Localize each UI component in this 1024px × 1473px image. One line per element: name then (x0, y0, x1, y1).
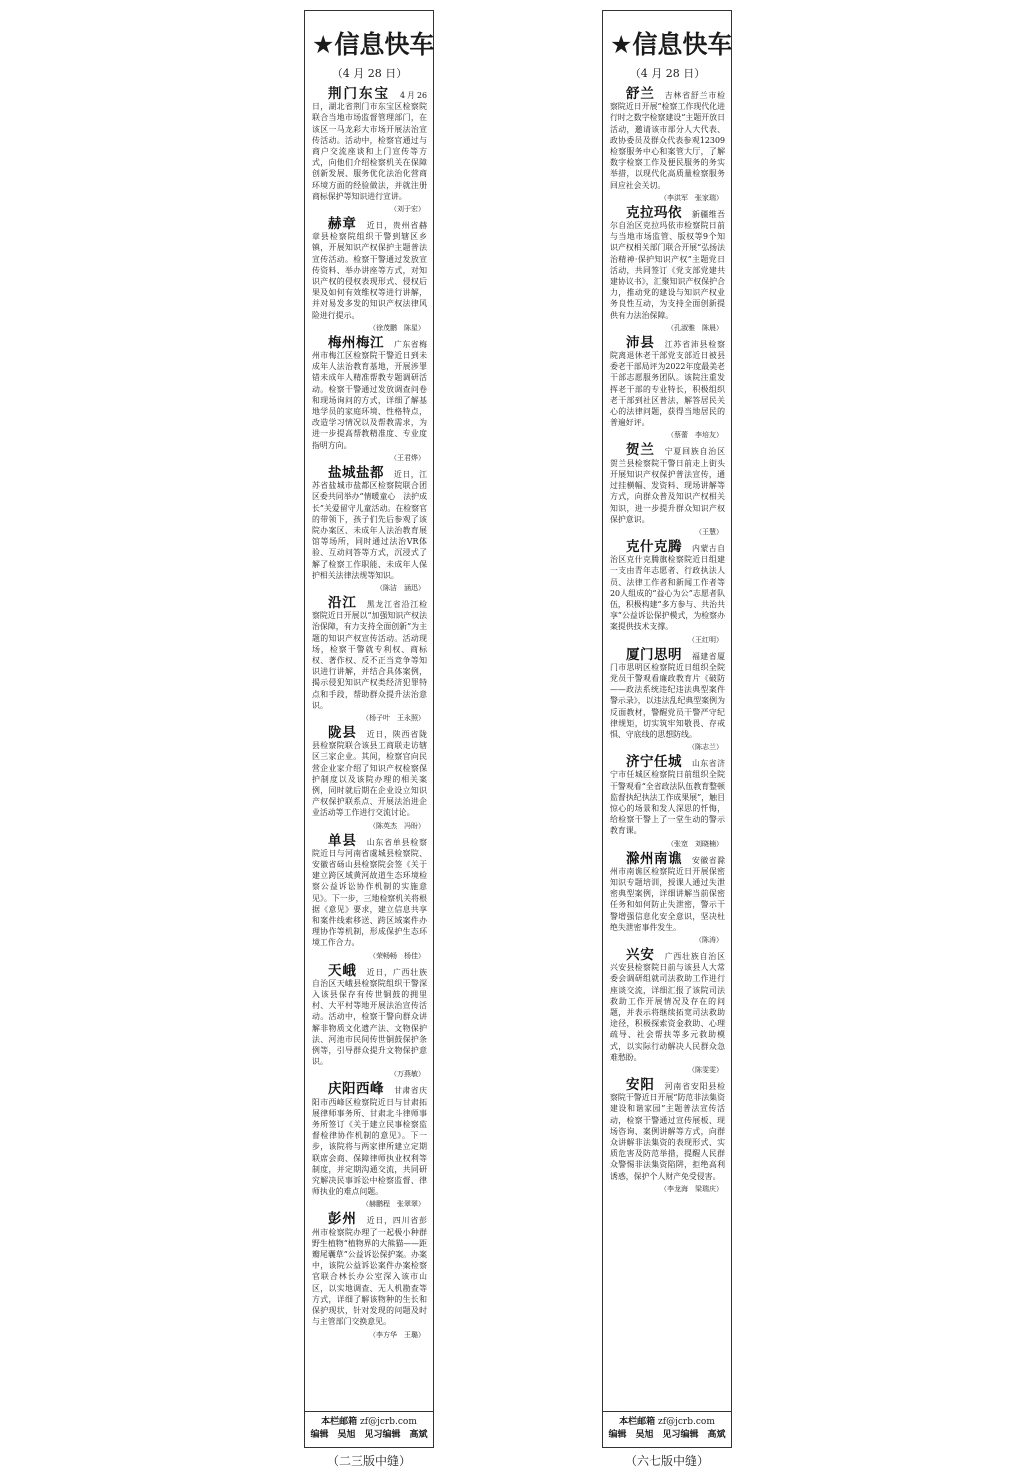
news-item-text (312, 86, 427, 202)
news-item-body: 江苏省沛县检察院离退休老干部党支部近日被县委老干部局评为2022年度最美老干部志愿服务团队。该院注重发挥老干部的专业特长，积极组织老干部到社区普法，解答居民关心的法律问题，获得当地居民的普遍好评。 (610, 339, 725, 428)
column-title: ★信息快车 (312, 30, 435, 59)
news-item-body: 广西壮族自治区兴安县检察院日前与该县人大常委会调研组就司法救助工作进行座谈交流，详细汇报了该院司法救助工作开展情况及存在的问题，并表示将继续拓宽司法救助途径，积极探索资金救助、心理疏导、社会帮扶等多元救助模式，以实际行动解决人民群众急难愁盼。 (610, 952, 725, 1062)
news-item-text (312, 594, 427, 711)
news-item-author: （陈志兰） (688, 743, 723, 752)
footer-email-address: zf@jcrb.com (658, 1417, 715, 1427)
news-item-author: （陈洁 涵迅） (376, 583, 425, 592)
column-footer (603, 1411, 731, 1447)
news-item-author: （李龙海 梁瑞庆） (660, 1184, 723, 1193)
news-item-author: （陈英杰 冯盼） (369, 821, 425, 830)
news-item-body: 黑龙江省沿江检察院近日开展以“加强知识产权法治保障，有力支持全面创新”为主题的知识产权宣传活动。活动现场，检察干警就专利权、商标权、著作权、反不正当竞争等知识进行讲解，并结合具体案例，揭示侵犯知识产权类经济犯罪特点和手段，帮助群众提升法治意识。 (312, 599, 427, 710)
news-column-left (304, 10, 434, 1448)
news-item-author: （孔淑雅 陈晨） (667, 323, 723, 332)
news-item (312, 962, 427, 1080)
news-list (610, 86, 733, 1194)
news-item (610, 850, 725, 945)
news-item-text (312, 832, 427, 949)
news-item-author: （万燕敏） (390, 1070, 425, 1079)
news-item-text (610, 646, 725, 741)
news-item-text (610, 334, 725, 429)
news-item-body: 吉林省舒兰市检察院近日开展“检察工作现代化进行时之数字检察建设”主题开放日活动，邀请该市部分人大代表、政协委员及群众代表参观12309检察服务中心和案管大厅，了解数字检察工作及便民服务的务实举措，以现代化高质量检察服务回应社会关切。 (610, 91, 725, 190)
news-item (610, 204, 725, 333)
news-item (312, 216, 427, 333)
news-item-place: 荆门东宝 (328, 86, 391, 102)
news-item-author: （杨子叶 王永照） (362, 713, 425, 722)
news-item-place: 安阳 (626, 1077, 655, 1094)
footer-editors: 编辑 吴旭 见习编辑 高斌 (310, 1430, 428, 1440)
news-item-author: （王红明） (688, 635, 723, 644)
news-item-body: 宁夏回族自治区贺兰县检察院干警日前走上街头开展知识产权保护普法宣传，通过挂横幅、发资料、现场讲解等方式，向群众普及知识产权相关知识，进一步提升群众知识产权保护意识。 (610, 447, 725, 524)
news-item-author: （陈雯雯） (688, 1066, 723, 1075)
news-item-body: 福建省厦门市思明区检察院近日组织全院党员干警观看廉政教育片《破防——政法系统违纪违法典型案件警示录》，以违法乱纪典型案例为反面教材，警醒党员干警严守纪律规矩，切实筑牢知敬畏、存戒惧、守底线的思想防线。 (610, 651, 725, 739)
news-item-place: 克拉玛依 (626, 204, 682, 221)
news-item-place: 舒兰 (626, 86, 655, 102)
news-item-text (610, 754, 725, 836)
news-item-text (610, 538, 725, 633)
footer-editors: 编辑 吴旭 见习编辑 高斌 (608, 1430, 726, 1440)
news-item (312, 86, 427, 214)
footer-email-line (603, 1416, 731, 1429)
news-item-text (610, 1077, 733, 1182)
news-item (312, 334, 427, 463)
news-item-author: （蔡蕾 李培友） (667, 431, 723, 440)
news-item-author: （王君烨） (390, 453, 425, 462)
column-footer (305, 1411, 433, 1447)
news-list (312, 86, 427, 1340)
news-item (312, 464, 427, 593)
footer-email-address: zf@jcrb.com (360, 1417, 417, 1427)
news-item (610, 947, 725, 1075)
news-item-place: 沿江 (328, 594, 357, 611)
news-item-text (610, 442, 725, 524)
column-title: ★信息快车 (610, 30, 733, 59)
news-item-place: 赫章 (328, 216, 357, 233)
news-item (610, 1077, 733, 1194)
news-item-body: 近日，贵州省赫章县检察院组织干警到辖区乡镇，开展知识产权保护主题普法宣传活动。检察干警通过发放宣传资料、举办讲座等方式，对知识产权的侵权表现形式、侵权后果及如何有效维权等进行讲解，并对易发多发的知识产权法律风险进行提示。 (312, 221, 427, 320)
news-item-place: 克什克腾 (626, 538, 682, 555)
news-item-text (312, 962, 427, 1068)
news-item-text (610, 86, 725, 191)
news-item-place: 单县 (328, 832, 357, 849)
footer-email-label: 本栏邮箱 (619, 1417, 656, 1427)
news-item-body: 近日，江苏省盐城市盐都区检察院联合团区委共同举办“情暖童心 法护成长”关爱留守儿童活动。在检察官的带领下，孩子们先后参观了该院办案区、未成年人法治教育展馆等场所，同时通过法治VR体验、互动问答等方式，沉浸式了解了检察工作职能、未成年人保护相关法律法规等知识。 (312, 469, 427, 580)
news-item-place: 彭州 (328, 1211, 357, 1228)
news-item-author: （刘于宏） (390, 205, 425, 214)
news-item-body: 近日，广西壮族自治区天峨县检察院组织干警深入该县保存有传世铜鼓的拥里村、大平村等地开展法治宣传活动。活动中，检察干警向群众讲解非物质文化遗产法、文物保护法、河池市民间传世铜鼓保护条例等，引导群众提升文物保护意识。 (312, 967, 427, 1067)
news-item (312, 594, 427, 723)
news-item-place: 滁州南谯 (626, 850, 682, 867)
news-item-body: 内蒙古自治区克什克腾旗检察院近日组建一支由青年志愿者、行政执法人员、法律工作者和新闻工作者等20人组成的“益心为公”志愿者队伍，积极构建“多方参与、共治共享”公益诉讼保护模式，为检察办案提供技术支撑。 (610, 543, 725, 632)
gutter-caption-left: （二三版中缝） (326, 1454, 411, 1468)
news-item-text (610, 850, 725, 933)
news-item-body: 近日，陕西省陇县检察院联合该县工商联走访辖区三家企业。其间，检察官向民营企业家介绍了知识产权检察保护制度以及该院办理的相关案例，同时就后期在企业设立知识产权保护联系点、开展法治进企业活动等工作进行交流讨论。 (312, 729, 427, 818)
news-item (312, 832, 427, 961)
news-item (610, 538, 725, 645)
news-item-place: 庆阳西峰 (328, 1081, 384, 1098)
column-date: （4 月 28 日） (331, 67, 408, 80)
news-item-body: 4月26日，湖北省荆门市东宝区检察院联合当地市场监督管理部门，在该区一马龙彩大市场开展法治宣传活动。活动中，检察官通过与商户交流座谈和上门宣传等方式，向他们介绍检察机关在保障创新发展、服务优化法治化营商环境方面的经验做法，并就注册商标保护等知识进行宣讲。 (312, 91, 427, 201)
footer-email-line (305, 1416, 433, 1429)
news-item-place: 厦门思明 (626, 646, 682, 663)
news-item (610, 334, 725, 441)
news-item (312, 724, 427, 831)
news-item-place: 盐城盐都 (328, 464, 384, 481)
news-item (610, 754, 725, 848)
news-item-author: （李洪军 张家瑞） (660, 193, 723, 202)
news-item-author: （李方华 王璐） (369, 1330, 425, 1339)
news-item-place: 天峨 (328, 962, 357, 979)
news-item-text (312, 334, 427, 451)
news-item-text (312, 216, 427, 321)
news-item-place: 济宁任城 (626, 754, 682, 771)
news-item-text (312, 1081, 427, 1197)
news-item-author: （张宽 刘晓楠） (667, 839, 723, 848)
news-item-body: 山东省单县检察院近日与河南省虞城县检察院、安徽省砀山县检察院会签《关于建立跨区域黄河故道生态环境检察公益诉讼协作机制的实施意见》。下一步，三地检察机关将根据《意见》要求，建立信息共享和案件线索移送、跨区域案件办理协作等机制，形成保护生态环境工作合力。 (312, 837, 427, 948)
news-item (610, 646, 725, 753)
news-item-text (312, 464, 427, 581)
news-item-text (312, 724, 427, 819)
gutter-caption-right: （六七版中缝） (624, 1454, 709, 1468)
news-item (312, 1081, 427, 1209)
news-item-place: 贺兰 (626, 442, 655, 459)
news-item-author: （徐茂鹏 陈星） (369, 323, 425, 332)
news-item-author: （赫鹏程 张翠翠） (362, 1200, 425, 1209)
news-item-body: 广东省梅州市梅江区检察院干警近日到未成年人法治教育基地，开展涉罪错未成年人精准帮教专题调研活动。检察干警通过发放调查问卷和现场询问的方式，详细了解基地学员的家庭环境、性格特点，改造学习情况以及帮教需求，为进一步提高帮教精准度、专业度指明方向。 (312, 339, 427, 450)
news-item (312, 1211, 427, 1339)
news-item-author: （荣畅畅 杨佳） (369, 951, 425, 960)
footer-email-label: 本栏邮箱 (321, 1417, 358, 1427)
news-item-place: 兴安 (626, 947, 655, 963)
news-item-body: 新疆维吾尔自治区克拉玛依市检察院日前与当地市场监管、版权等9个知识产权相关部门联合开展“弘扬法治精神·保护知识产权”主题党日活动，共同签订《党支部党建共建协议书》，汇聚知识产权保护合力，推动党的建设与知识产权业务良性互动，为支持全面创新提供有力法治保障。 (610, 209, 725, 320)
news-item-body: 河南省安阳县检察院干警近日开展“防范非法集资 建设和谐家园”主题普法宣传活动，检察干警通过宣传展板、现场咨询、案例讲解等方式，向群众讲解非法集资的表现形式、实质危害及防范举措，提醒人民群众警惕非法集资陷阱，拒绝高利诱惑，保护个人财产免受侵害。 (610, 1082, 733, 1181)
news-item-body: 甘肃省庆阳市西峰区检察院近日与甘肃拓展律师事务所、甘肃北斗律师事务所签订《关于建立民事检察监督检律协作机制的意见》。下一步，该院将与两家律所建立定期联席会商、保障律师执业权利等制度，并定期沟通交流，共同研究解决民事诉讼中检察监督、律师执业的难点问题。 (312, 1086, 427, 1197)
news-item (610, 442, 725, 536)
news-item-text (610, 947, 725, 1063)
news-item-place: 沛县 (626, 334, 655, 351)
news-item-body: 山东省济宁市任城区检察院日前组织全院干警观看“全省政法队伍教育整顿监督执纪执法工作成果展”，触目惊心的场景和发人深思的忏悔，给检察干警上了一堂生动的警示教育课。 (610, 759, 725, 836)
news-item-place: 陇县 (328, 724, 357, 741)
news-item-body: 近日，四川省彭州市检察院办理了一起极小种群野生植物“植物界的大熊猫——距瓣尾囊草”公益诉讼保护案。办案中，该院公益诉讼案件办案检察官联合林长办公室深入该市山区，以实地调查、无人机勘查等方式，详细了解该物种的生长和保护现状，针对发现的问题及时与主管部门交换意见。 (312, 1216, 427, 1327)
news-column-right (602, 10, 732, 1448)
news-item-body: 安徽省滁州市南谯区检察院近日开展保密知识专题培训，授课人通过失泄密典型案例，详细讲解当前保密任务和如何防止失泄密，警示干警增强信息化安全意识，坚决杜绝失泄密事件发生。 (610, 855, 725, 932)
news-item-text (312, 1211, 427, 1327)
news-item-place: 梅州梅江 (328, 334, 384, 351)
news-item-text (610, 204, 725, 321)
column-date: （4 月 28 日） (629, 67, 706, 80)
news-item (610, 86, 725, 203)
news-item-author: （王慧） (695, 527, 723, 536)
news-item-author: （陈涛） (695, 936, 723, 944)
